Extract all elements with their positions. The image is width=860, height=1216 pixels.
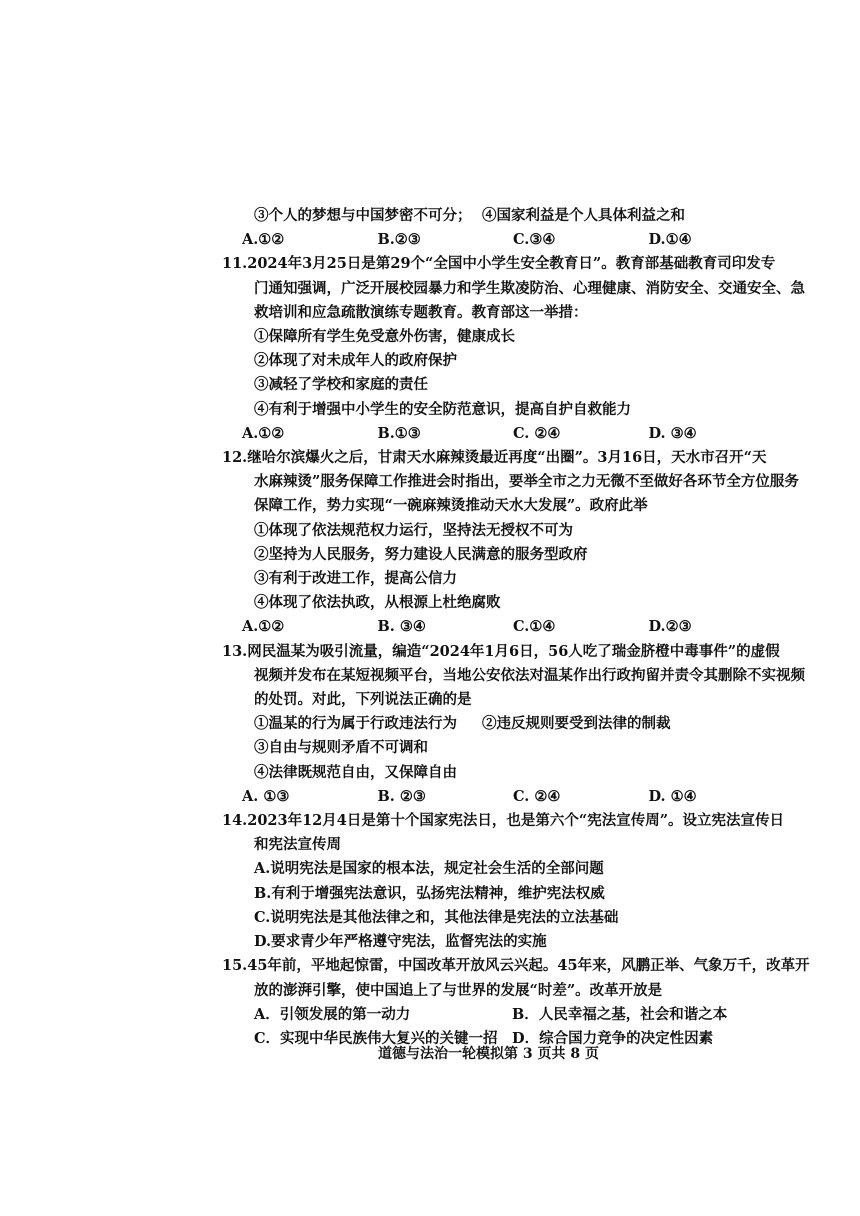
q12-number: 12. [222, 449, 248, 467]
q11-item-4: ④有利于增强中小学生的安全防范意识，提高自护自救能力 [254, 400, 631, 418]
q15-option-a: A．引领发展的第一动力 [254, 1005, 411, 1023]
q11-item-2: ②体现了对未成年人的政府保护 [254, 352, 457, 370]
choice-a: A.①② [242, 231, 285, 249]
q13-stem-line-2: 视频并发布在某短视频平台，当地公安依法对温某作出行政拘留并责令其删除不实视频 [254, 666, 805, 684]
q12-item-4: ④体现了依法执政，从根源上杜绝腐败 [254, 594, 501, 612]
choice-d: D. ③④ [648, 424, 697, 442]
choice-c: C.③④ [513, 231, 556, 249]
prev-question-choices [232, 228, 784, 252]
q15-option-d: D．综合国力竞争的决定性因素 [512, 1029, 714, 1047]
q15-options-row-1 [232, 1003, 784, 1027]
q11-stem-line-2: 门通知强调，广泛开展校园暴力和学生欺凌防治、心理健康、消防安全、交通安全、急 [254, 279, 805, 297]
q12-choices [232, 615, 784, 639]
prev-option-3: ③个人的梦想与中国梦密不可分； [254, 207, 472, 224]
q13-item-2: ②违反规则要受到法律的制裁 [482, 715, 671, 733]
q12-item-2: ②坚持为人民服务，努力建设人民满意的服务型政府 [254, 545, 588, 563]
q12-stem-line-1: 12.继哈尔滨爆火之后，甘肃天水麻辣烫最近再度“出圈”。3月16日，天水市召开“天 [222, 449, 767, 467]
q13-item-3: ③自由与规则矛盾不可调和 [254, 739, 428, 757]
choice-b: B. ③④ [377, 618, 426, 636]
q12-item-3: ③有利于改进工作，提高公信力 [254, 570, 457, 588]
q15-option-b: B．人民幸福之基，社会和谐之本 [512, 1005, 728, 1023]
q11-choices [232, 422, 784, 446]
q12-stem-line-3: 保障工作，势力实现“一碗麻辣烫推动天水大发展”。政府此举 [254, 497, 648, 515]
q15-stem-line-2: 放的澎湃引擎，使中国追上了与世界的发展“时差”。改革开放是 [254, 981, 663, 999]
q13-stem-line-1: 13.网民温某为吸引流量，编造“2024年1月6日，56人吃了瑞金脐橙中毒事件”的虚假 [222, 642, 780, 660]
q13-choices [232, 785, 784, 809]
choice-a: A.①② [242, 424, 285, 442]
q11-stem-line-3: 救培训和应急疏散演练专题教育。教育部这一举措： [254, 303, 588, 321]
choice-b: B. ②③ [377, 787, 426, 805]
q14-stem-line-1: 14.2023年12月4日是第十个国家宪法日，也是第六个“宪法宣传周”。设立宪法宣传日 [222, 812, 785, 830]
page-content [222, 204, 810, 1051]
q12-item-1: ①体现了依法规范权力运行，坚持法无授权不可为 [254, 521, 573, 539]
q12-stem-line-2: 水麻辣烫”服务保障工作推进会时指出，要举全市之力无微不至做好各环节全方位服务 [254, 473, 799, 491]
choice-b: B.①③ [377, 424, 421, 442]
q14-number: 14. [222, 812, 248, 830]
q15-number: 15. [222, 957, 248, 975]
q14-option-a: A.说明宪法是国家的根本法，规定社会生活的全部问题 [254, 860, 604, 878]
q14-option-d: D.要求青少年严格遵守宪法，监督宪法的实施 [254, 933, 547, 951]
q13-stem-line-3: 的处罚。对此，下列说法正确的是 [254, 691, 472, 709]
choice-a: A. ①③ [242, 787, 290, 805]
q14-option-c: C.说明宪法是其他法律之和，其他法律是宪法的立法基础 [254, 908, 619, 926]
q13-number: 13. [222, 642, 248, 660]
q14-option-b: B.有利于增强宪法意识，弘扬宪法精神，维护宪法权威 [254, 884, 605, 902]
q13-item-1: ①温某的行为属于行政违法行为 [254, 715, 457, 733]
prev-question-items [232, 204, 784, 228]
choice-c: C. ②④ [513, 424, 561, 442]
q13-item-4: ④法律既规范自由，又保障自由 [254, 763, 457, 781]
q15-option-c: C．实现中华民族伟大复兴的关键一招 [254, 1029, 498, 1047]
choice-a: A.①② [242, 618, 285, 636]
choice-b: B.②③ [377, 231, 421, 249]
q14-stem-line-2: 和宪法宣传周 [254, 836, 341, 854]
choice-d: D.②③ [648, 618, 692, 636]
q11-stem-line-1: 11.2024年3月25日是第29个“全国中小学生安全教育日”。教育部基础教育司印发专 [222, 255, 776, 273]
choice-d: D. ①④ [648, 787, 697, 805]
q13-items-row [232, 712, 784, 736]
prev-option-4: ④国家利益是个人具体利益之和 [482, 207, 685, 224]
q11-item-1: ①保障所有学生免受意外伤害，健康成长 [254, 328, 515, 346]
choice-d: D.①④ [648, 231, 692, 249]
choice-c: C. ②④ [513, 787, 561, 805]
choice-c: C.①④ [513, 618, 556, 636]
q11-number: 11. [222, 255, 248, 273]
page-footer: 道德与法治一轮模拟第 3 页共 8 页 [378, 1046, 599, 1062]
q11-item-3: ③减轻了学校和家庭的责任 [254, 376, 428, 394]
q15-stem-line-1: 15.45年前，平地起惊雷，中国改革开放风云兴起。45年来，风鹏正举、气象万千，改革开 [222, 957, 810, 975]
